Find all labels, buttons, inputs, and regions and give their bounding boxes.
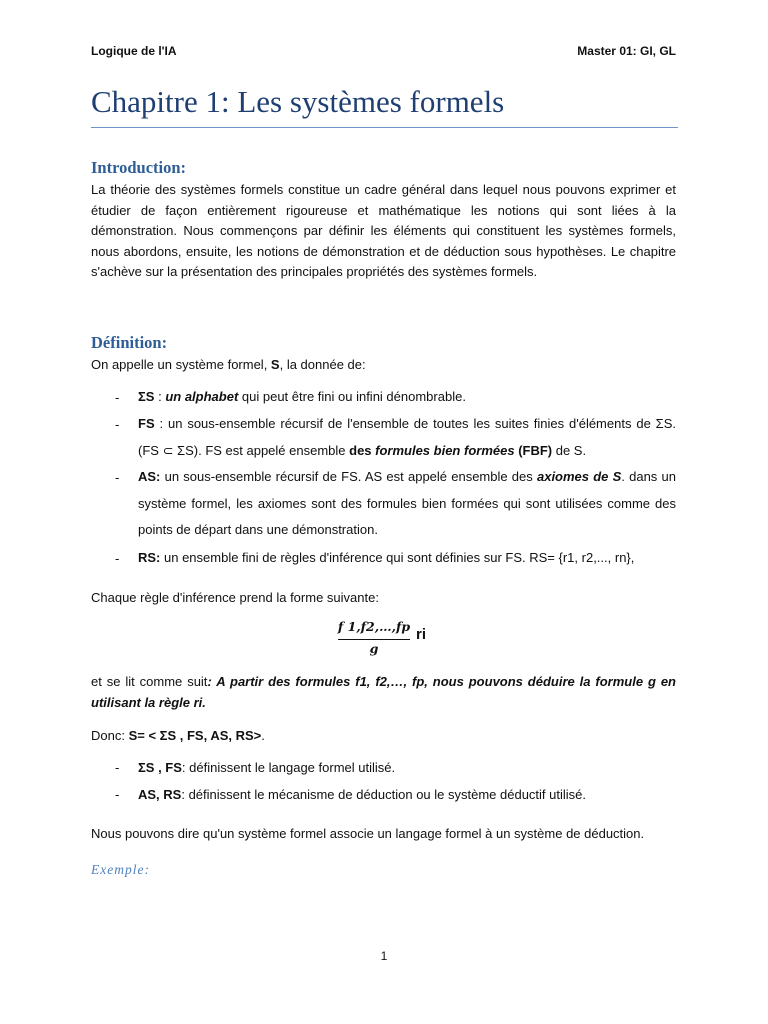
list-dash: - (115, 470, 120, 485)
chapter-title: Chapitre 1: Les systèmes formels (91, 84, 505, 119)
list-dash: - (115, 417, 120, 432)
example-heading: Exemple: (91, 862, 150, 877)
title-underline (91, 127, 678, 128)
header-program: Master 01: GI, GL (577, 44, 676, 58)
formula-fraction (336, 617, 412, 658)
page-number: 1 (380, 949, 388, 963)
definition-heading: Définition: (91, 333, 168, 352)
formula-rule-name: ri (416, 626, 427, 643)
intro-paragraph: La théorie des systèmes formels constitue un cadre général dans lequel nous pouvons exprimer et étudier de façon entièrement rigoureuse et mathématique les notions qui sont liées à la démonstration. Nous commençons par définir les éléments qui constituent les systèmes formels, nous abordons, ensuite, les notions de démonstration et de déduction sous hypothèses. Le chapitre s'achève sur la présentation des principales propriétés des systèmes formels. (91, 182, 676, 280)
formula-denominator: g (369, 641, 379, 656)
formula-numerator: f 1,f2,…,fp (337, 619, 411, 634)
inference-reading: et se lit comme suit: A partir des formules f1, f2,…, fp, nous pouvons déduire la formule g en utilisant la règle ri. (91, 674, 677, 710)
definition-item-axioms: AS: un sous-ensemble récursif de FS. AS est appelé ensemble des axiomes de S. dans un système formel, les axiomes sont des formules bien formées qui sont utilisées comme des points de départ dans une démonstration. (138, 469, 676, 537)
intro-heading: Introduction: (91, 158, 187, 177)
summary-item-deduction: AS, RS: définissent le mécanisme de déduction ou le système déductif utilisé. (138, 787, 587, 802)
header-course: Logique de l'IA (91, 44, 177, 58)
inference-intro: Chaque règle d'inférence prend la forme suivante: (91, 590, 379, 605)
summary-item-language: ΣS , FS: définissent le langage formel utilisé. (138, 760, 396, 775)
definition-item-alphabet: ΣS : un alphabet qui peut être fini ou infini dénombrable. (138, 389, 466, 404)
list-dash: - (115, 551, 120, 566)
donc-line: Donc: S= < ΣS , FS, AS, RS>. (91, 728, 265, 743)
definition-lead: On appelle un système formel, S, la donnée de: (91, 357, 366, 372)
list-dash: - (115, 390, 120, 405)
list-dash: - (115, 760, 120, 775)
conclusion-paragraph: Nous pouvons dire qu'un système formel associe un langage formel à un système de déduction. (91, 826, 645, 841)
list-dash: - (115, 787, 120, 802)
definition-item-rules: RS: un ensemble fini de règles d'inférence qui sont définies sur FS. RS= {r1, r2,..., rn}, (138, 550, 635, 565)
inference-rule-formula (336, 617, 446, 661)
definition-item-formulas: FS : un sous-ensemble récursif de l'ensemble de toutes les suites finies d'éléments de ΣS. (FS ⊂ ΣS). FS est appelé ensemble des formules bien formées (FBF) de S. (138, 416, 676, 458)
